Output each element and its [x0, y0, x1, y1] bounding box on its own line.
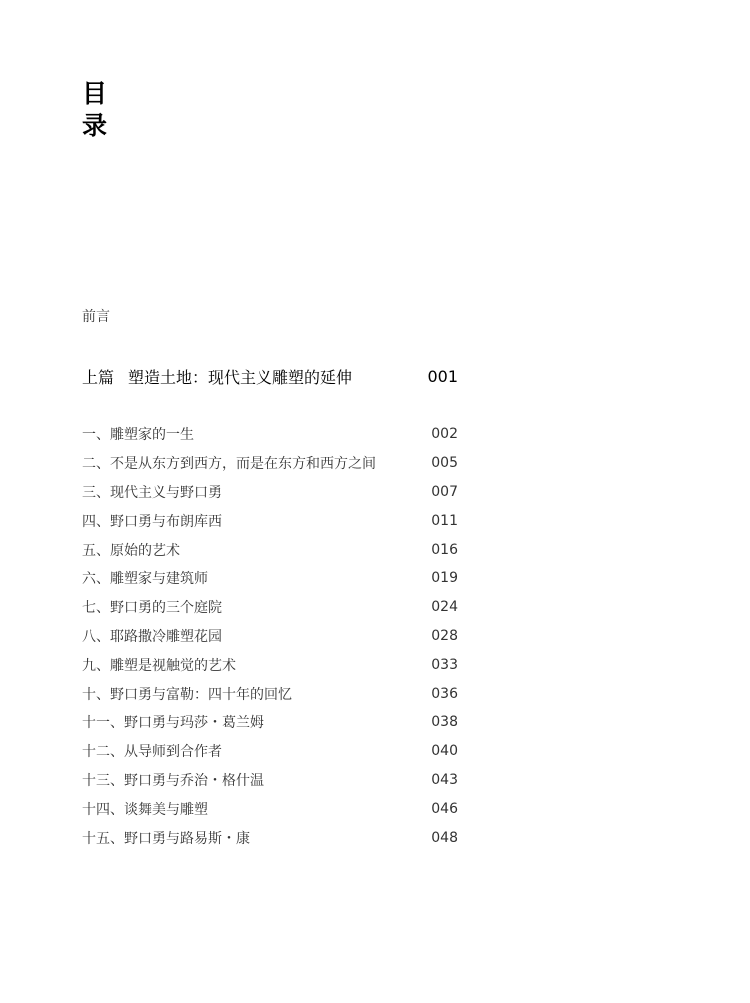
chapter-title: 十、野口勇与富勒：四十年的回忆 [82, 686, 292, 703]
toc-entry-preface[interactable]: 前言 [82, 309, 110, 325]
chapter-page-number: 007 [431, 483, 458, 500]
chapter-title: 十二、从导师到合作者 [82, 744, 222, 761]
toc-entry[interactable] [82, 794, 458, 823]
toc-entry[interactable] [82, 593, 458, 622]
toc-entry[interactable] [82, 737, 458, 766]
chapter-list [82, 420, 458, 852]
chapter-page-number: 028 [431, 627, 458, 644]
chapter-page-number: 040 [431, 743, 458, 760]
chapter-page-number: 005 [431, 455, 458, 472]
toc-entry[interactable] [82, 679, 458, 708]
chapter-title: 六、雕塑家与建筑师 [82, 571, 208, 588]
chapter-title: 五、原始的艺术 [82, 542, 180, 559]
toc-entry[interactable] [82, 420, 458, 449]
chapter-title: 九、雕塑是视触觉的艺术 [82, 657, 236, 674]
chapter-title: 四、野口勇与布朗库西 [82, 513, 222, 530]
toc-entry[interactable] [82, 535, 458, 564]
part-label: 上篇 [82, 367, 115, 387]
toc-entry[interactable] [82, 478, 458, 507]
page-title-line-2: 录 [82, 111, 108, 140]
page-title [82, 78, 107, 142]
page-title-line-1: 目 [82, 79, 108, 108]
chapter-title: 十三、野口勇与乔治・格什温 [82, 772, 264, 789]
toc-entry[interactable] [82, 449, 458, 478]
chapter-page-number: 024 [431, 599, 458, 616]
chapter-page-number: 038 [431, 714, 458, 731]
chapter-page-number: 016 [431, 541, 458, 558]
toc-entry[interactable] [82, 622, 458, 651]
chapter-title: 十五、野口勇与路易斯・康 [82, 830, 250, 847]
chapter-page-number: 033 [431, 656, 458, 673]
chapter-page-number: 011 [431, 512, 458, 529]
chapter-page-number: 036 [431, 685, 458, 702]
chapter-page-number: 043 [431, 771, 458, 788]
chapter-title: 七、野口勇的三个庭院 [82, 600, 222, 617]
part-page-number: 001 [427, 366, 458, 386]
chapter-title: 八、耶路撒冷雕塑花园 [82, 628, 222, 645]
toc-entry[interactable] [82, 766, 458, 795]
toc-entry[interactable] [82, 506, 458, 535]
chapter-title: 二、不是从东方到西方，而是在东方和西方之间 [82, 456, 376, 473]
toc-part-heading[interactable] [82, 364, 458, 388]
toc-entry[interactable] [82, 650, 458, 679]
chapter-page-number: 046 [431, 800, 458, 817]
chapter-title: 十四、谈舞美与雕塑 [82, 801, 208, 818]
chapter-title: 十一、野口勇与玛莎・葛兰姆 [82, 715, 264, 732]
chapter-page-number: 048 [431, 829, 458, 846]
chapter-title: 三、现代主义与野口勇 [82, 484, 222, 501]
toc-entry[interactable] [82, 823, 458, 852]
chapter-title: 一、雕塑家的一生 [82, 427, 194, 444]
toc-entry[interactable] [82, 564, 458, 593]
chapter-page-number: 019 [431, 570, 458, 587]
toc-entry[interactable] [82, 708, 458, 737]
part-title: 塑造土地：现代主义雕塑的延伸 [128, 367, 353, 387]
chapter-page-number: 002 [431, 426, 458, 443]
